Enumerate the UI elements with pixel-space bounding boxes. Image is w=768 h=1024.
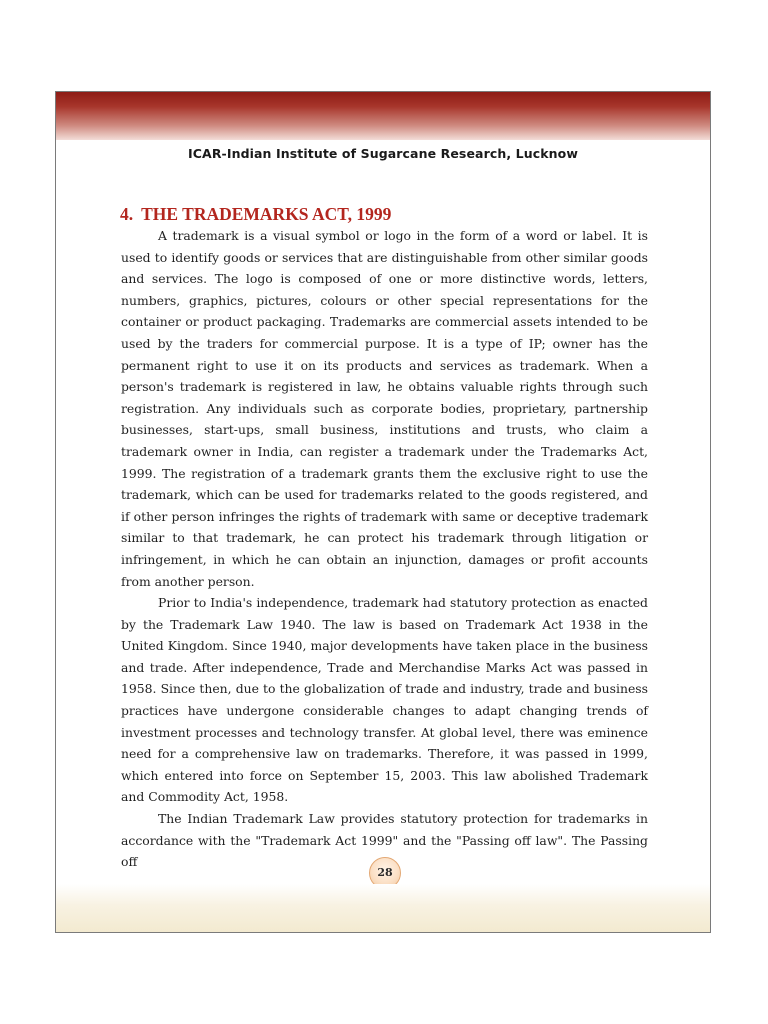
section-heading	[120, 204, 391, 225]
body-text	[121, 225, 648, 873]
section-number: 4.	[120, 204, 134, 224]
page-number: 28	[377, 866, 393, 879]
paragraph-3: The Indian Trademark Law provides statutory protection for trademarks in accordance with the "Trademark Act 1999" and the "Passing off law". The Passing off	[121, 811, 648, 870]
paragraph-1: A trademark is a visual symbol or logo in the form of a word or label. It is used to identify goods or services that are distinguishable from other similar goods and services. The logo is composed of one or more distinctive words, letters, numbers, graphics, pictures, colours or other special representations for the container or product packaging. Trademarks are commercial assets intended to be used by the traders for commercial purpose. It is a type of IP; owner has the permanent right to use it on its products and services as trademark. When a person's trademark is registered in law, he obtains valuable rights through such registration. Any individuals such as corporate bodies, proprietary, partnership businesses, start-ups, small business, institutions and trusts, who claim a trademark owner in India, can register a trademark under the Trademarks Act, 1999. The registration of a trademark grants them the exclusive right to use the trademark, which can be used for trademarks related to the goods registered, and if other person infringes the rights of trademark with same or deceptive trademark similar to that trademark, he can protect his trademark through litigation or infringement, in which he can obtain an injunction, damages or profit accounts from another person.	[121, 228, 648, 589]
section-title: THE TRADEMARKS ACT, 1999	[141, 204, 392, 224]
paragraph-2: Prior to India's independence, trademark had statutory protection as enacted by the Trademark Law 1940. The law is based on Trademark Act 1938 in the United Kingdom. Since 1940, major developments have taken place in the business and trade. After independence, Trade and Merchandise Marks Act was passed in 1958. Since then, due to the globalization of trade and industry, trade and business practices have undergone considerable changes to adapt changing trends of investment processes and technology transfer. At global level, there was eminence need for a comprehensive law on trademarks. Therefore, it was passed in 1999, which entered into force on September 15, 2003. This law abolished Trademark and Commodity Act, 1958.	[121, 595, 648, 805]
institute-header: ICAR-Indian Institute of Sugarcane Research, Lucknow	[188, 146, 578, 161]
footer-band	[56, 884, 710, 932]
document-page	[55, 91, 711, 933]
header-band	[56, 92, 710, 140]
